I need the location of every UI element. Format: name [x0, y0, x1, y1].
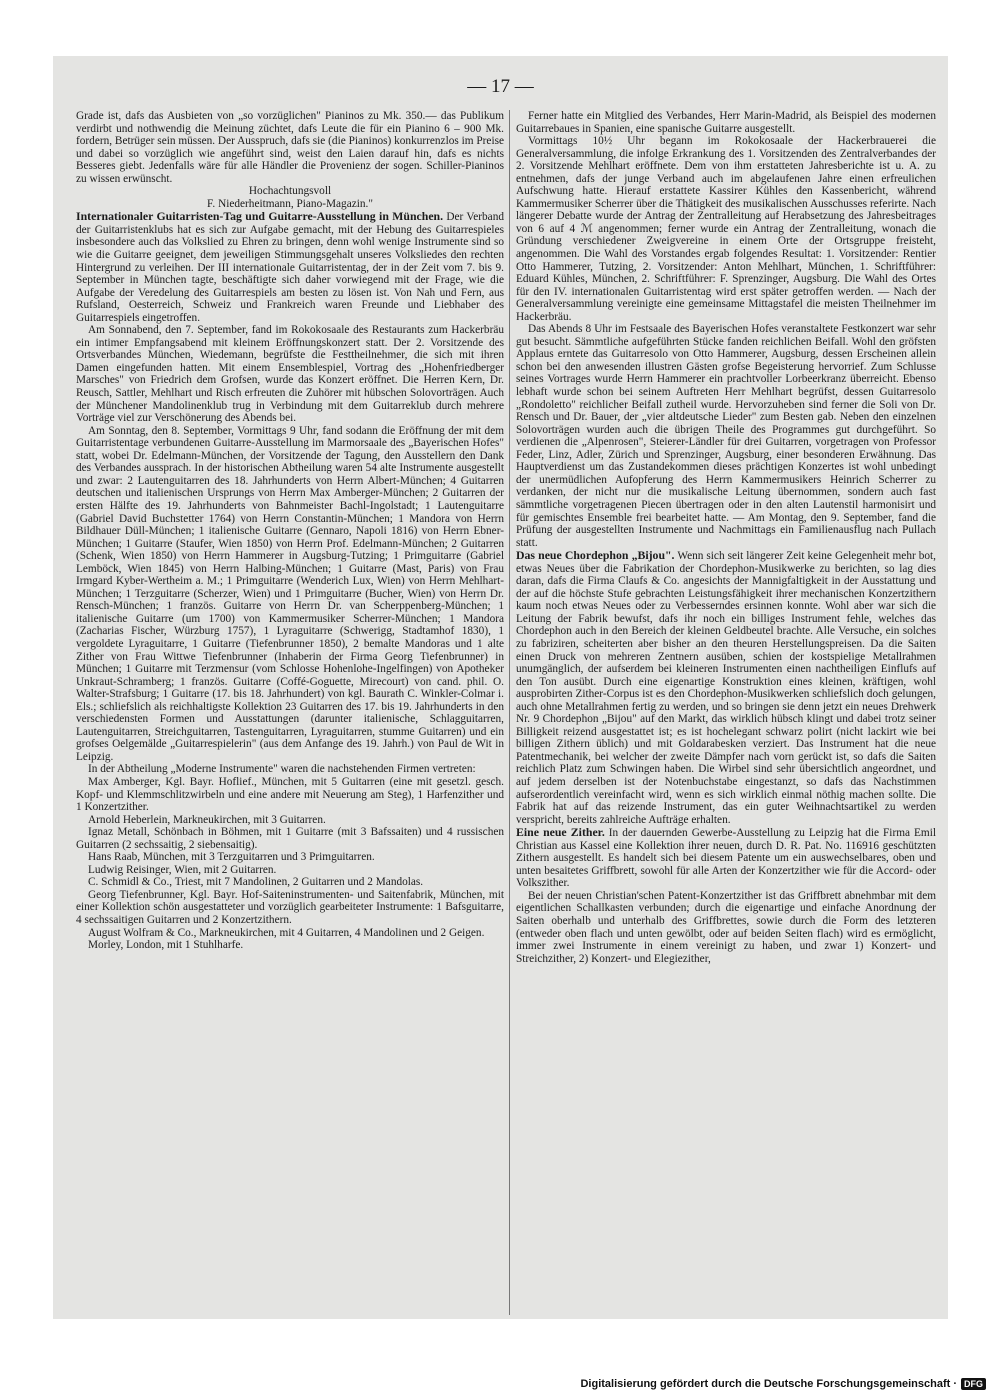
right-p2: Vormittags 10½ Uhr begann im Rokokosaale der Hackerbrauerei die Generalversammlung, die infolge Erkrankung des 1. Vorsitzenden des Zentralverbandes der 2. Vorsitzende Mehlhart eröffnete. Dem von ihm erstatteten Jahresberichte ist u. A. zu entnehmen, dafs der junge Verband auch im abgelaufenen Jahre einen erfreulichen Aufschwung hatte. Hierauf erstattete Kassirer Kühles den Kassenbericht, während Kammermusiker Scherrer über die Thätigkeit des musikalischen Ausschusses referirte. Nach längerer Debatte wurde der Antrag der Zentralleitung auf Herabsetzung des Jahresbeitrages von 6 auf 4 ℳ angenommen; ferner wurde ein Antrag der Zentralleitung, wonach die Gründung verschiedener Zweigvereine in einem Orte der Ortsgruppe freisteht, angenommen. Die Wahl des Vorstandes ergab folgendes Resultat: 1. Vorsitzender: Rentier Otto Hammerer, Tutzing, 2. Vorsitzender: Anton Mehlhart, München, 1. Schriftführer: Eduard Kühles, München, 2. Schriftführer: F. Sprenzinger, Augsburg. Die Wahl des Ortes für den IV. internationalen Guitarristentag wird erst später getroffen werden. — Nach der Generalversammlung vereinigte eine gemeinsame Mittagstafel die meisten Theilnehmer im Hackerbräu. — [516, 135, 936, 323]
letter-body: Grade ist, dafs das Ausbieten von „so vorzüglichen" Pianinos zu Mk. 350.— das Publikum verdirbt und nothwendig die Meinung züchtet, dafs Leute die für ein Pianino 6 – 900 Mk. fordern, Betrüger sein müssen. Der Ausspruch, dafs sie (die Pianinos) konkurrenzlos im Preise und dabei so vorzüglich wie angeführt sind, weist den Laien darauf hin, dafs es nichts Besseres giebt. Jedenfalls wäre für alle Händler die Provenienz der sogen. Schiller-Pianinos zu wissen erwünscht. — [76, 110, 504, 185]
firm-entry: Morley, London, mit 1 Stuhlharfe. — [88, 939, 244, 952]
letter-greeting: Hochachtungsvoll — [248, 185, 332, 198]
credit-text: Digitalisierung gefördert durch die Deutsche Forschungsgemeinschaft · — [580, 1378, 957, 1390]
guitar-article-p2: Am Sonnabend, den 7. September, fand im Rokokosaale des Restaurants zum Hackerbräu ein intimer Empfangsabend mit kleinem Eröffnungskonzert statt. Der 2. Vorsitzende des Ortsverbandes München, Wiedemann, begrüfste die Festtheilnehmer, die sich mit ihren Damen eingefunden hatten. Mit einem Ensemblespiel, Vortrag des „Hohenfriedberger Marsches" von Friedrich dem Grofsen, wurde das Konzert eröffnet. Die Herren Kern, Dr. Reusch, Sattler, Mehlhart und Risch erfreuten die Zuhörer mit hübschen Solovorträgen. Auch der Münchener Mandolinenklub trug in Verbindung mit dem Guitarreklub durch mehrere Vorträge viel zur Verschönerung des Abends bei. — [76, 324, 504, 425]
guitar-article-p4: In der Abtheilung „Moderne Instrumente" waren die nachstehenden Firmen vertreten: — [88, 763, 476, 776]
firm-entry: Max Amberger, Kgl. Bayr. Hoflief., München, mit 5 Guitarren (eine mit gesetzl. gesch. Kopf- und Klemmschlitzwirbeln und eine andere mit Neuerung am Steg), 1 Harfenzither und 1 Konzertzither. — [76, 775, 504, 814]
guitar-article-heading: Internationaler Guitarristen-Tag und Guitarre-Ausstellung in München. — [76, 209, 444, 224]
firm-entry: C. Schmidl & Co., Triest, mit 7 Mandolinen, 2 Guitarren und 2 Mandolas. — [88, 876, 424, 889]
firm-entry: Georg Tiefenbrunner, Kgl. Bayr. Hof-Saiteninstrumenten- und Saitenfabrik, München, mit einer Kollektion schön ausgestatteter und vorzüglich gearbeiteter Instrumente: 1 Bafsguitarre, 4 sechssaitigen Guitarren und 2 Konzertzithern. — [76, 888, 504, 926]
zither-body-2: Bei der neuen Christian'schen Patent-Konzertzither ist das Griffbrett abnehmbar mit dem eigentlichen Schallkasten verbunden; durch die eigenartige und einfache Anordnung der Saiten oberhalb und unterhalb des Griffbrettes, sowie durch die Form des letzteren (entweder oben flach und unten gewölbt, oder auf beiden Seiten flach) wird es ermöglicht, immer zwei Instrumente in einem vereinigt zu haben, und zwar 1) Konzert- und Streichzither, 2) Konzert- und Elegiezither, — [516, 889, 936, 965]
letter-signature: F. Niederheitmann, Piano-Magazin." — [207, 197, 373, 210]
left-column — [76, 110, 504, 1315]
firm-entry: Arnold Heberlein, Markneukirchen, mit 3 Guitarren. — [88, 813, 326, 826]
zither-body-1: In der dauernden Gewerbe-Ausstellung zu Leipzig hat die Firma Emil Christian aus Kassel eine Kollektion ihrer neuen, durch D. R. Pat. No. 116916 geschützten Zithern ausgestellt. Es handelt sich bei diesem Patente um ein auswechselbares, oben und unten besaitetes Griffbrett, sowohl für alle Arten der Konzertzither wie für die Accord- oder Volkszither. — [516, 827, 936, 890]
column-divider — [509, 110, 510, 1315]
zither-heading: Eine neue Zither. — [516, 825, 605, 840]
bijou-heading: Das neue Chordephon „Bijou". — [516, 548, 675, 563]
right-p1: Ferner hatte ein Mitglied des Verbandes, Herr Marin-Madrid, als Beispiel des modernen Guitarrebaues in Spanien, eine spanische Guitarre ausgestellt. — [516, 110, 936, 135]
firm-entry: Ignaz Metall, Schönbach in Böhmen, mit 1 Guitarre (mit 3 Bafssaiten) und 4 russischen Guitarren (2 sechssaitig, 2 siebensaitig). — [76, 826, 504, 851]
page-number: — 17 — — [467, 76, 534, 97]
firm-entry: Ludwig Reisinger, Wien, mit 2 Guitarren. — [88, 863, 277, 876]
dfg-logo: DFG — [961, 1378, 986, 1390]
guitar-article-p3: Am Sonntag, den 8. September, Vormittags 9 Uhr, fand sodann die Eröffnung der mit dem Guitarristentage verbundenen Guitarre-Ausstellung im Marmorsaale des „Bayerischen Hofes" statt, wobei Dr. Edelmann-München, der Vorsitzende der Tagung, den Ausstellern den Dank des Verbandes aussprach. In der historischen Abtheilung waren 54 alte Instrumente ausgestellt und zwar: 2 Lautenguitarren des 18. Jahrhunderts von Herrn Albert-München; 4 Guitarren deutschen und italienischen Ursprungs von Herrn Max Amberger-München; 2 Guitarren der ersten Hälfte des 19. Jahrhunderts von Bahnmeister Bachl-Ingolstadt; 1 Lautenguitarre (Gabriel David Buchstetter 1764) von Herrn Constantin-München; 1 Mandora von Herrn Bildhauer Düll-München; 1 italienische Guitarre (Gennaro, Napoli 1816) von Herrn Ebner-München; 1 Guitarre (Staufer, Wien 1850) von Herrn Prof. Edelmann-München; 2 Guitarren (Schenk, Wien 1850) von Herrn Hammerer in Augsburg-Tutzing; 1 Primguitarre (Gabriel Lemböck, Wien 1845) von Herrn Halbing-München; 1 Guitarre (Mast, Paris) von Frau Irmgard Kyber-Wertheim a. M.; 1 Primguitarre (Wenderich Lux, Wien) von Herrn Mehlhart-München; 1 Terzguitarre (Scherzer, Wien) und 1 Primguitarre (Bucher, Wien) von Herrn Dr. Rensch-München; 1 französ. Guitarre von Herrn Dr. van Scherppenberg-München; 1 italienische Guitarre (um 1700) von Kammermusiker Scherrer-München; 1 Mandora (Zacharias Fischer, Würzburg 1757), 1 Lyraguitarre (Schwerigg, Stadtamhof 1830), 1 vergoldete Lyraguitarre, 1 Guitarre (Tiefenbrunner 1850), 2 bemalte Mandoras und 1 alte Zither von Frau Wittwe Tiefenbrunner (Inhaberin der Firma Georg Tiefenbrunner) in München; 1 Guitarre mit Terzmensur (vom Schlosse Hohenlohe-Ingelfingen) von Apotheker Unkraut-Schramberg; 1 französ. Guitarre (Coffé-Goguette, Mirecourt) von cand. phil. O. Walter-Strafsburg; 1 Guitarre (17. bis 18. Jahrhundert) von kgl. Baurath C. Winkler-Colmar i. Els.; schliefslich als reichhaltigste Kollektion 23 Guitarren des 17. bis 19. Jahrhunderts in den verschiedensten Formen und Ausstattungen (darunter italienische, Schlagguitarren, Lautenguitarren, Streichguitarren, Tastenguitarren, Lyraguitarren, stumme Guitarren) und ein grofses Oelgemälde „Guitarrespielerin" (aus dem Anfange des 19. Jahrh.) von Paul de Wit in Leipzig. — [76, 424, 504, 763]
bijou-body: Wenn sich seit längerer Zeit keine Gelegenheit mehr bot, etwas Neues über die Fabrikation der Chordephon-Musikwerke zu berichten, so lag dies daran, dafs die Firma Claufs & Co. angesichts der Mannigfaltigkeit in der Ausstattung und der auf die höchste Stufe gebrachten Leistungsfähigkeit ihrer mechanischen Konzertzithern kaum noch etwas Neues oder zu Verbesserndes ersinnen konnte. Wohl aber war sich die Leitung der Fabrik bewufst, dafs ihr noch ein billiges Instrument fehle, welches das Chordephon auch in den Bereich der kleinen Geldbeutel brachte. Alle Versuche, ein solches zu fabriziren, scheiterten aber bisher an den theuren Herstellungspreisen. Da die Saiten einen Druck von mehreren Zentnern ausüben, schien der kostspielige Metallrahmen unumgänglich, der aufserdem bei kleineren Instrumenten einen nachtheiligen Einflufs auf den Ton ausübt. Durch eine eigenartige Konstruktion eines kleinen, kräftigen, wohl ausprobirten Zither-Corpus ist es den Chordephon-Musikwerken schliefslich doch gelungen, auch ohne Metallrahmen fertig zu werden, und so bringen sie denn jetzt ein neues Drehwerk Nr. 9 Chordephon „Bijou" auf den Markt, das wirklich hübsch klingt und dabei trotz seiner Billigkeit reizend ausgestattet ist; es ist hochelegant schwarz polirt (nicht lackirt wie bei billigen Zithern üblich) und mit Goldarabesken verziert. Das Instrument hat die neue Patentmechanik, bei welcher der zweite Dämpfer nach vorn gerückt ist, so dafs die Saiten reichlich Platz zum Schwingen haben. Die Wirbel sind sehr übersichtlich angeordnet, und auf jedem derselben ist der Notenbuchstabe eingestanzt, so dafs das Nachstimmen aufserordentlich vereinfacht wird, wenn es sich wirklich einmal nöthig machen sollte. Die Fabrik hat auf das reizende Instrument, das ein guter Weihnachtsartikel zu werden verspricht, bereits zahlreiche Aufträge erhalten. — [516, 550, 936, 826]
scanned-page — [53, 56, 948, 1319]
firm-entry: Hans Raab, München, mit 3 Terzguitarren und 3 Primguitarren. — [88, 851, 375, 864]
digitization-credit — [580, 1378, 986, 1390]
right-p3: Das Abends 8 Uhr im Festsaale des Bayerischen Hofes veranstaltete Festkonzert war sehr gut besucht. Sämmtliche aufgeführten Stücke fanden reichlichen Beifall. Wohl den gröfsten Applaus erntete das Guitarresolo von Otto Hammerer, Augsburg, dessen Erscheinen allein schon bei den anwesenden illustren Gästen grofse Begeisterung hervorrief. Zum Schlusse seines Vortrages wurde Herrn Hammerer ein prachtvoller Lorbeerkranz überreicht. Ebenso lebhaft wurde schon bei seinem Auftreten Herr Mehlhart begrüfst, dessen Guitarresolo „Rondoletto" reichlicher Beifall zutheil wurde. Hervorzuheben sind ferner die Soli von Dr. Rensch und Dr. Bauer, der „vier altdeutsche Lieder" zum Besten gab. Neben den einzelnen Solovorträgen wurden auch die übrigen Theile des Programmes gut durchgeführt. So verdienen die „Alpenrosen", Steierer-Ländler für drei Guitarren, vorgetragen von Professor Feder, Linz, Adler, Zürich und Sprenzinger, Augsburg, einer besonderen Erwähnung. Das Hauptverdienst um das Zustandekommen dieses prächtigen Konzertes ist wohl unbedingt der unermüdlichen Aufopferung des Herrn Kammermusikers Heinrich Scherrer zu verdanken, der nicht nur die musikalische Leitung übernommen, sondern auch fast sämmtliche vorgetragenen Piecen übertragen oder in den alten Lautenstil harmonisirt und für gemischtes Ensemble frei bearbeitet hatte. — Am Montag, den 9. September, fand die Prüfung der ausgestellten Instrumente und Nachmittags ein Familienausflug nach Pullach statt. — [516, 323, 936, 549]
firm-entry: August Wolfram & Co., Markneukirchen, mit 4 Guitarren, 4 Mandolinen und 2 Geigen. — [88, 926, 485, 939]
right-column — [516, 110, 936, 1315]
guitar-article-p1: Der Verband der Guitarristenklubs hat es sich zur Aufgabe gemacht, mit der Hebung des Guitarrespieles insbesondere auch das Volkslied zu Ehren zu bringen, denn wohl wenige Instrumente sind so wie die Guitarre geeignet, dem jeweiligen Stimmungsgehalt unseres Volksliedes den rechten Hintergrund zu verleihen. Der III internationale Guitarristentag, der in der Zeit vom 7. bis 9. September in München tagte, beschäftigte sich daher vorwiegend mit der Frage, wie die Aufgabe der Veredelung des Guitarrespiels am besten zu lösen ist. Von Nah und Fern, aus Rufsland, Oesterreich, Schweiz und Frankreich waren Freunde und Liebhaber des Guitarrespiels eingetroffen. — [76, 211, 504, 324]
